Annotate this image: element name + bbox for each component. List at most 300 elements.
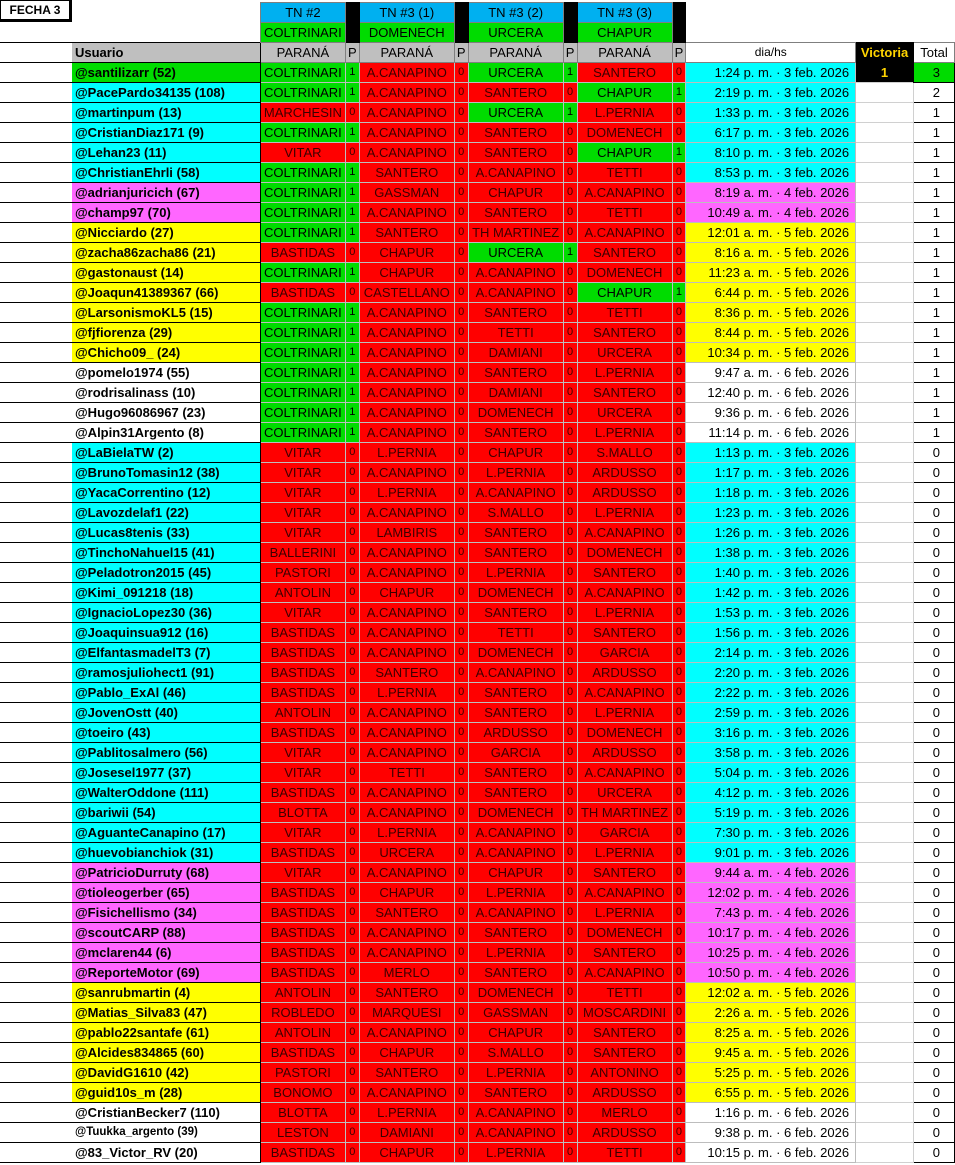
date-cell: 2:19 p. m. · 3 feb. 2026 bbox=[686, 83, 856, 103]
total-cell: 0 bbox=[914, 723, 955, 743]
points-cell: 0 bbox=[672, 943, 686, 963]
victoria-cell bbox=[856, 83, 914, 103]
pick-cell: A.CANAPINO bbox=[359, 383, 454, 403]
date-cell: 6:17 p. m. · 3 feb. 2026 bbox=[686, 123, 856, 143]
points-cell: 0 bbox=[454, 803, 468, 823]
pick-cell: SANTERO bbox=[577, 323, 672, 343]
date-cell: 8:36 p. m. · 5 feb. 2026 bbox=[686, 303, 856, 323]
table-row bbox=[0, 983, 955, 1003]
pick-cell: A.CANAPINO bbox=[359, 1083, 454, 1103]
points-cell: 0 bbox=[345, 503, 359, 523]
p-header-4: P bbox=[672, 43, 686, 63]
points-cell: 1 bbox=[345, 163, 359, 183]
pick-cell: A.CANAPINO bbox=[359, 323, 454, 343]
points-cell: 0 bbox=[454, 1143, 468, 1163]
victoria-cell bbox=[856, 123, 914, 143]
user-cell: @champ97 (70) bbox=[0, 203, 260, 223]
pick-cell: CHAPUR bbox=[577, 83, 672, 103]
victoria-cell bbox=[856, 1043, 914, 1063]
pick-cell: TETTI bbox=[577, 1143, 672, 1163]
user-cell: @Hugo96086967 (23) bbox=[0, 403, 260, 423]
points-cell: 0 bbox=[672, 203, 686, 223]
victoria-cell bbox=[856, 643, 914, 663]
total-cell: 1 bbox=[914, 403, 955, 423]
points-cell: 0 bbox=[672, 603, 686, 623]
pick-cell: COLTRINARI bbox=[260, 323, 345, 343]
points-cell: 0 bbox=[345, 903, 359, 923]
user-cell: @PacePardo34135 (108) bbox=[0, 83, 260, 103]
points-cell: 0 bbox=[563, 523, 577, 543]
table-row bbox=[0, 323, 955, 343]
pick-cell: S.MALLO bbox=[468, 1043, 563, 1063]
predictions-table bbox=[0, 2, 955, 1163]
pick-cell: ARDUSSO bbox=[577, 463, 672, 483]
pick-cell: BASTIDAS bbox=[260, 1143, 345, 1163]
points-cell: 0 bbox=[563, 703, 577, 723]
victoria-cell bbox=[856, 823, 914, 843]
points-cell: 0 bbox=[563, 863, 577, 883]
pick-cell: A.CANAPINO bbox=[359, 63, 454, 83]
pick-cell: A.CANAPINO bbox=[359, 723, 454, 743]
total-cell: 1 bbox=[914, 223, 955, 243]
table-row bbox=[0, 963, 955, 983]
pick-cell: SANTERO bbox=[468, 123, 563, 143]
points-cell: 0 bbox=[345, 243, 359, 263]
pick-cell: L.PERNIA bbox=[577, 843, 672, 863]
points-cell: 0 bbox=[672, 543, 686, 563]
user-cell: @CristianBecker7 (110) bbox=[0, 1103, 260, 1123]
points-cell: 1 bbox=[345, 203, 359, 223]
points-cell: 0 bbox=[345, 983, 359, 1003]
pick-cell: SANTERO bbox=[577, 623, 672, 643]
pick-cell: DOMENECH bbox=[468, 803, 563, 823]
points-cell: 0 bbox=[454, 423, 468, 443]
points-cell: 1 bbox=[345, 183, 359, 203]
total-cell: 0 bbox=[914, 1003, 955, 1023]
pick-cell: URCERA bbox=[359, 843, 454, 863]
pick-cell: BASTIDAS bbox=[260, 683, 345, 703]
table-row bbox=[0, 443, 955, 463]
pick-cell: BASTIDAS bbox=[260, 903, 345, 923]
points-cell: 0 bbox=[672, 443, 686, 463]
victoria-cell bbox=[856, 243, 914, 263]
pick-cell: BASTIDAS bbox=[260, 883, 345, 903]
points-cell: 0 bbox=[672, 423, 686, 443]
p-header-2: P bbox=[454, 43, 468, 63]
pick-cell: A.CANAPINO bbox=[577, 223, 672, 243]
total-cell: 1 bbox=[914, 143, 955, 163]
date-cell: 1:26 p. m. · 3 feb. 2026 bbox=[686, 523, 856, 543]
points-cell: 0 bbox=[672, 863, 686, 883]
pick-cell: A.CANAPINO bbox=[468, 163, 563, 183]
points-cell: 0 bbox=[345, 923, 359, 943]
pick-cell: COLTRINARI bbox=[260, 123, 345, 143]
points-cell: 0 bbox=[672, 123, 686, 143]
points-cell: 0 bbox=[672, 963, 686, 983]
user-cell: @gastonaust (14) bbox=[0, 263, 260, 283]
victoria-cell: 1 bbox=[856, 63, 914, 83]
user-cell: @Fisichellismo (34) bbox=[0, 903, 260, 923]
pick-cell: BASTIDAS bbox=[260, 1043, 345, 1063]
points-cell: 0 bbox=[672, 303, 686, 323]
pick-cell: A.CANAPINO bbox=[359, 503, 454, 523]
points-cell: 0 bbox=[454, 543, 468, 563]
table-row bbox=[0, 603, 955, 623]
points-cell: 0 bbox=[672, 1043, 686, 1063]
pick-cell: COLTRINARI bbox=[260, 223, 345, 243]
date-cell: 7:30 p. m. · 3 feb. 2026 bbox=[686, 823, 856, 843]
points-cell: 0 bbox=[563, 1003, 577, 1023]
pick-cell: TETTI bbox=[359, 763, 454, 783]
pick-cell: URCERA bbox=[577, 783, 672, 803]
user-cell: @IgnacioLopez30 (36) bbox=[0, 603, 260, 623]
total-cell: 0 bbox=[914, 923, 955, 943]
user-cell: @scoutCARP (88) bbox=[0, 923, 260, 943]
points-cell: 0 bbox=[563, 1043, 577, 1063]
points-cell: 0 bbox=[563, 423, 577, 443]
table-row bbox=[0, 683, 955, 703]
pick-cell: SANTERO bbox=[468, 423, 563, 443]
table-row bbox=[0, 823, 955, 843]
points-cell: 0 bbox=[454, 563, 468, 583]
points-cell: 0 bbox=[454, 203, 468, 223]
pick-cell: TH MARTINEZ bbox=[468, 223, 563, 243]
table-row bbox=[0, 163, 955, 183]
winner-1: COLTRINARI bbox=[260, 23, 345, 43]
points-cell: 0 bbox=[563, 403, 577, 423]
pick-cell: A.CANAPINO bbox=[577, 583, 672, 603]
points-cell: 0 bbox=[345, 523, 359, 543]
total-cell: 1 bbox=[914, 363, 955, 383]
victoria-cell bbox=[856, 163, 914, 183]
total-cell: 0 bbox=[914, 943, 955, 963]
pick-cell: A.CANAPINO bbox=[359, 423, 454, 443]
points-cell: 0 bbox=[563, 223, 577, 243]
points-cell: 1 bbox=[345, 303, 359, 323]
pick-cell: L.PERNIA bbox=[468, 1143, 563, 1163]
victoria-cell bbox=[856, 663, 914, 683]
pick-cell: LESTON bbox=[260, 1123, 345, 1143]
total-cell: 0 bbox=[914, 1143, 955, 1163]
points-cell: 0 bbox=[454, 323, 468, 343]
points-cell: 0 bbox=[672, 483, 686, 503]
user-cell: @tioleogerber (65) bbox=[0, 883, 260, 903]
pick-cell: SANTERO bbox=[577, 1043, 672, 1063]
points-cell: 0 bbox=[345, 863, 359, 883]
p-header-1: P bbox=[345, 43, 359, 63]
pick-cell: SANTERO bbox=[468, 203, 563, 223]
user-cell: @83_Victor_RV (20) bbox=[0, 1143, 260, 1163]
date-cell: 2:20 p. m. · 3 feb. 2026 bbox=[686, 663, 856, 683]
usuario-header: Usuario bbox=[0, 43, 260, 63]
victoria-cell bbox=[856, 1103, 914, 1123]
pick-cell: COLTRINARI bbox=[260, 183, 345, 203]
pick-cell: L.PERNIA bbox=[359, 1103, 454, 1123]
pick-cell: COLTRINARI bbox=[260, 383, 345, 403]
points-cell: 0 bbox=[563, 123, 577, 143]
points-cell: 0 bbox=[454, 383, 468, 403]
points-cell: 0 bbox=[672, 623, 686, 643]
points-cell: 0 bbox=[454, 223, 468, 243]
pick-cell: SANTERO bbox=[468, 303, 563, 323]
victoria-cell bbox=[856, 983, 914, 1003]
pick-cell: COLTRINARI bbox=[260, 63, 345, 83]
pick-cell: CHAPUR bbox=[468, 183, 563, 203]
user-cell: @JovenOstt (40) bbox=[0, 703, 260, 723]
pick-cell: A.CANAPINO bbox=[359, 303, 454, 323]
points-cell: 0 bbox=[345, 1123, 359, 1143]
victoria-cell bbox=[856, 1123, 914, 1143]
pick-cell: DAMIANI bbox=[468, 343, 563, 363]
victoria-cell bbox=[856, 143, 914, 163]
date-cell: 1:17 p. m. · 3 feb. 2026 bbox=[686, 463, 856, 483]
table-row bbox=[0, 463, 955, 483]
pick-cell: S.MALLO bbox=[577, 443, 672, 463]
total-cell: 1 bbox=[914, 283, 955, 303]
pick-cell: A.CANAPINO bbox=[577, 683, 672, 703]
total-cell: 1 bbox=[914, 183, 955, 203]
tn-header-1: TN #2 bbox=[260, 3, 345, 23]
table-row bbox=[0, 763, 955, 783]
victoria-cell bbox=[856, 203, 914, 223]
pick-cell: CHAPUR bbox=[359, 1143, 454, 1163]
pick-cell: BASTIDAS bbox=[260, 783, 345, 803]
date-cell: 1:23 p. m. · 3 feb. 2026 bbox=[686, 503, 856, 523]
total-cell: 1 bbox=[914, 163, 955, 183]
pick-cell: COLTRINARI bbox=[260, 163, 345, 183]
points-cell: 0 bbox=[454, 403, 468, 423]
points-cell: 0 bbox=[563, 1083, 577, 1103]
points-cell: 0 bbox=[563, 1103, 577, 1123]
pick-cell: A.CANAPINO bbox=[359, 103, 454, 123]
date-cell: 8:25 a. m. · 5 feb. 2026 bbox=[686, 1023, 856, 1043]
pick-cell: L.PERNIA bbox=[577, 103, 672, 123]
points-cell: 1 bbox=[345, 123, 359, 143]
pick-cell: GARCIA bbox=[577, 823, 672, 843]
points-cell: 0 bbox=[345, 683, 359, 703]
pick-cell: L.PERNIA bbox=[359, 683, 454, 703]
pick-cell: SANTERO bbox=[468, 783, 563, 803]
points-cell: 0 bbox=[345, 443, 359, 463]
pick-cell: L.PERNIA bbox=[577, 703, 672, 723]
pick-cell: SANTERO bbox=[468, 603, 563, 623]
points-cell: 1 bbox=[563, 103, 577, 123]
total-cell: 2 bbox=[914, 83, 955, 103]
points-cell: 1 bbox=[345, 403, 359, 423]
pick-cell: VITAR bbox=[260, 143, 345, 163]
pick-cell: A.CANAPINO bbox=[468, 903, 563, 923]
victoria-cell bbox=[856, 623, 914, 643]
user-cell: @Matias_Silva83 (47) bbox=[0, 1003, 260, 1023]
points-cell: 0 bbox=[345, 703, 359, 723]
pick-cell: A.CANAPINO bbox=[468, 283, 563, 303]
points-cell: 1 bbox=[563, 243, 577, 263]
pick-cell: SANTERO bbox=[359, 663, 454, 683]
pick-cell: A.CANAPINO bbox=[468, 483, 563, 503]
pick-cell: A.CANAPINO bbox=[359, 923, 454, 943]
total-cell: 1 bbox=[914, 343, 955, 363]
pick-cell: ARDUSSO bbox=[468, 723, 563, 743]
user-cell: @Lehan23 (11) bbox=[0, 143, 260, 163]
pick-cell: BASTIDAS bbox=[260, 243, 345, 263]
date-cell: 9:47 a. m. · 6 feb. 2026 bbox=[686, 363, 856, 383]
victoria-cell bbox=[856, 683, 914, 703]
pick-cell: VITAR bbox=[260, 743, 345, 763]
user-cell: @mclaren44 (6) bbox=[0, 943, 260, 963]
pick-cell: SANTERO bbox=[359, 163, 454, 183]
parana-header-3: PARANÁ bbox=[468, 43, 563, 63]
pick-cell: A.CANAPINO bbox=[359, 463, 454, 483]
points-cell: 0 bbox=[345, 283, 359, 303]
points-cell: 0 bbox=[345, 1023, 359, 1043]
points-cell: 0 bbox=[563, 143, 577, 163]
points-cell: 0 bbox=[454, 743, 468, 763]
total-cell: 3 bbox=[914, 63, 955, 83]
pick-cell: COLTRINARI bbox=[260, 263, 345, 283]
pick-cell: L.PERNIA bbox=[577, 503, 672, 523]
user-cell: @LarsonismoKL5 (15) bbox=[0, 303, 260, 323]
total-cell: 1 bbox=[914, 383, 955, 403]
pick-cell: A.CANAPINO bbox=[359, 703, 454, 723]
points-cell: 0 bbox=[563, 843, 577, 863]
table-row bbox=[0, 863, 955, 883]
points-cell: 0 bbox=[672, 503, 686, 523]
pick-cell: A.CANAPINO bbox=[468, 823, 563, 843]
table-body bbox=[0, 63, 955, 1163]
user-cell: @pablo22santafe (61) bbox=[0, 1023, 260, 1043]
pick-cell: L.PERNIA bbox=[359, 823, 454, 843]
total-cell: 0 bbox=[914, 903, 955, 923]
points-cell: 0 bbox=[672, 1123, 686, 1143]
points-cell: 0 bbox=[563, 1123, 577, 1143]
points-cell: 0 bbox=[672, 563, 686, 583]
table-row bbox=[0, 103, 955, 123]
table-row bbox=[0, 1143, 955, 1163]
points-cell: 0 bbox=[345, 723, 359, 743]
pick-cell: DOMENECH bbox=[577, 543, 672, 563]
pick-cell: CHAPUR bbox=[359, 583, 454, 603]
points-cell: 0 bbox=[563, 743, 577, 763]
victoria-header: Victoria bbox=[856, 43, 914, 63]
pick-cell: CHAPUR bbox=[468, 863, 563, 883]
header-row-columns bbox=[0, 43, 955, 63]
points-cell: 0 bbox=[563, 943, 577, 963]
user-cell: @adrianjuricich (67) bbox=[0, 183, 260, 203]
date-cell: 1:24 p. m. · 3 feb. 2026 bbox=[686, 63, 856, 83]
points-cell: 0 bbox=[563, 543, 577, 563]
points-cell: 0 bbox=[563, 263, 577, 283]
pick-cell: L.PERNIA bbox=[577, 603, 672, 623]
date-cell: 11:14 p. m. · 6 feb. 2026 bbox=[686, 423, 856, 443]
user-cell: @sanrubmartin (4) bbox=[0, 983, 260, 1003]
pick-cell: A.CANAPINO bbox=[577, 763, 672, 783]
date-cell: 8:10 p. m. · 3 feb. 2026 bbox=[686, 143, 856, 163]
date-cell: 10:50 p. m. · 4 feb. 2026 bbox=[686, 963, 856, 983]
pick-cell: CHAPUR bbox=[359, 883, 454, 903]
points-cell: 0 bbox=[563, 503, 577, 523]
pick-cell: BASTIDAS bbox=[260, 943, 345, 963]
total-cell: 0 bbox=[914, 883, 955, 903]
table-row bbox=[0, 283, 955, 303]
table-row bbox=[0, 343, 955, 363]
pick-cell: COLTRINARI bbox=[260, 343, 345, 363]
pick-cell: COLTRINARI bbox=[260, 83, 345, 103]
user-cell: @Tuukka_argento (39) bbox=[0, 1123, 260, 1143]
points-cell: 0 bbox=[563, 623, 577, 643]
user-cell: @martinpum (13) bbox=[0, 103, 260, 123]
pick-cell: BONOMO bbox=[260, 1083, 345, 1103]
victoria-cell bbox=[856, 383, 914, 403]
points-cell: 0 bbox=[345, 743, 359, 763]
total-cell: 0 bbox=[914, 1063, 955, 1083]
points-cell: 0 bbox=[672, 663, 686, 683]
points-cell: 0 bbox=[672, 703, 686, 723]
pick-cell: L.PERNIA bbox=[577, 363, 672, 383]
pick-cell: SANTERO bbox=[577, 563, 672, 583]
points-cell: 0 bbox=[563, 163, 577, 183]
table-row bbox=[0, 583, 955, 603]
user-cell: @santilizarr (52) bbox=[0, 63, 260, 83]
table-row bbox=[0, 563, 955, 583]
points-cell: 0 bbox=[454, 463, 468, 483]
user-cell: @toeiro (43) bbox=[0, 723, 260, 743]
user-cell: @ReporteMotor (69) bbox=[0, 963, 260, 983]
points-cell: 0 bbox=[454, 163, 468, 183]
victoria-cell bbox=[856, 543, 914, 563]
total-cell: 0 bbox=[914, 603, 955, 623]
table-row bbox=[0, 643, 955, 663]
pick-cell: ANTOLIN bbox=[260, 983, 345, 1003]
pick-cell: VITAR bbox=[260, 523, 345, 543]
date-cell: 12:01 a. m. · 5 feb. 2026 bbox=[686, 223, 856, 243]
points-cell: 0 bbox=[672, 363, 686, 383]
user-cell: @Pablitosalmero (56) bbox=[0, 743, 260, 763]
tn-header-3: TN #3 (2) bbox=[468, 3, 563, 23]
points-cell: 0 bbox=[563, 1143, 577, 1163]
date-cell: 1:18 p. m. · 3 feb. 2026 bbox=[686, 483, 856, 503]
points-cell: 0 bbox=[345, 603, 359, 623]
table-row bbox=[0, 363, 955, 383]
points-cell: 0 bbox=[454, 1123, 468, 1143]
points-cell: 0 bbox=[563, 563, 577, 583]
points-cell: 1 bbox=[345, 323, 359, 343]
pick-cell: A.CANAPINO bbox=[359, 123, 454, 143]
victoria-cell bbox=[856, 763, 914, 783]
pick-cell: L.PERNIA bbox=[468, 943, 563, 963]
pick-cell: A.CANAPINO bbox=[359, 743, 454, 763]
pick-cell: ARDUSSO bbox=[577, 663, 672, 683]
date-cell: 1:13 p. m. · 3 feb. 2026 bbox=[686, 443, 856, 463]
points-cell: 0 bbox=[345, 483, 359, 503]
table-row bbox=[0, 303, 955, 323]
pick-cell: A.CANAPINO bbox=[359, 643, 454, 663]
pick-cell: BASTIDAS bbox=[260, 623, 345, 643]
pick-cell: L.PERNIA bbox=[359, 483, 454, 503]
victoria-cell bbox=[856, 903, 914, 923]
pick-cell: TETTI bbox=[468, 323, 563, 343]
pick-cell: DOMENECH bbox=[468, 583, 563, 603]
points-cell: 0 bbox=[454, 823, 468, 843]
points-cell: 0 bbox=[672, 403, 686, 423]
user-cell: @Alcides834865 (60) bbox=[0, 1043, 260, 1063]
pick-cell: VITAR bbox=[260, 863, 345, 883]
date-cell: 11:23 a. m. · 5 feb. 2026 bbox=[686, 263, 856, 283]
table-row bbox=[0, 503, 955, 523]
points-cell: 0 bbox=[563, 823, 577, 843]
points-cell: 0 bbox=[454, 703, 468, 723]
table-row bbox=[0, 143, 955, 163]
date-cell: 12:40 p. m. · 6 feb. 2026 bbox=[686, 383, 856, 403]
